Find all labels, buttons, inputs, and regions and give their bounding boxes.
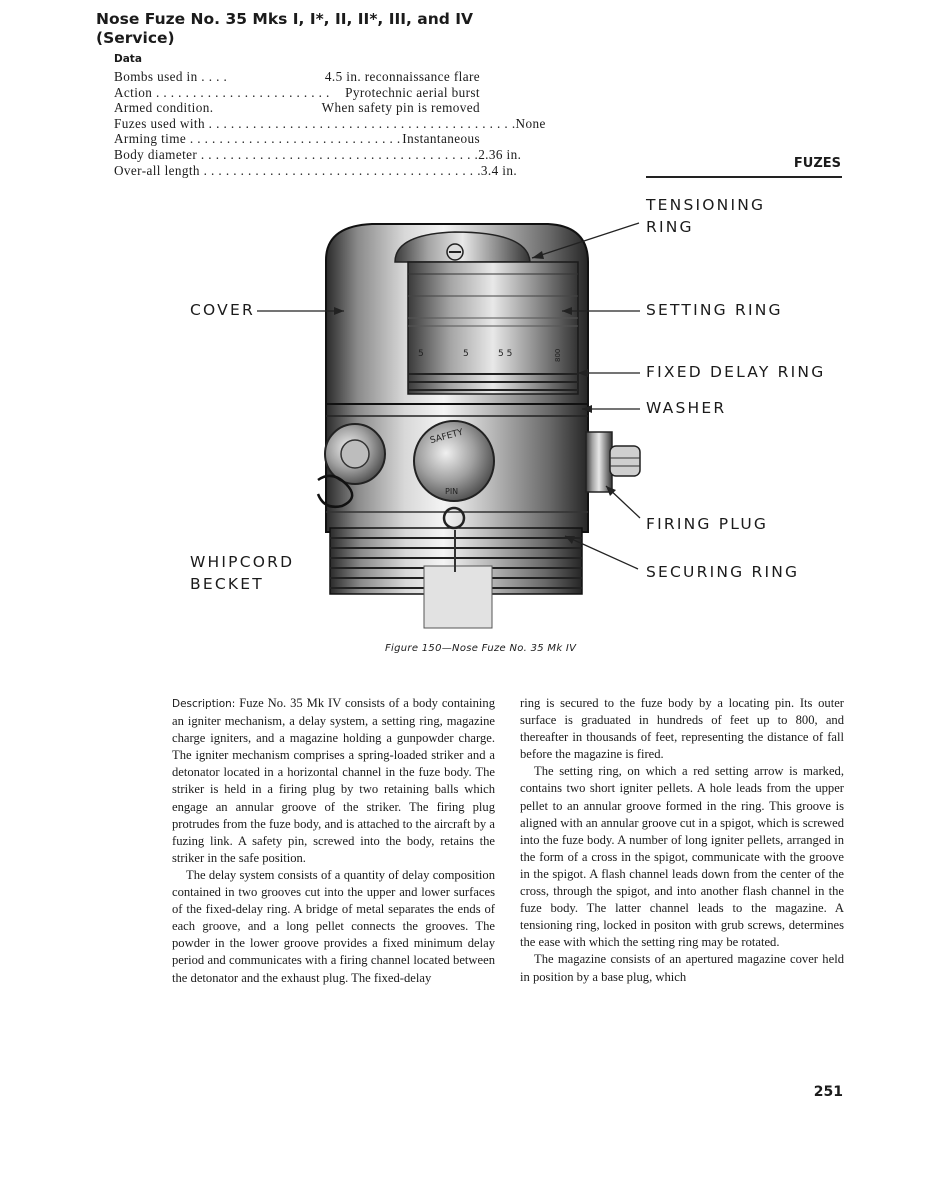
leader-dots: . . . . . . . . . . . . . . . . . . . . . . . . (152, 84, 330, 100)
figure-caption: Figure 150—Nose Fuze No. 35 Mk IV (385, 643, 577, 654)
page-number: 251 (813, 1084, 843, 1100)
scale-mark: 5 5 (498, 349, 513, 359)
callout-tensioning-ring (646, 194, 765, 238)
data-value: When safety pin is removed (321, 100, 480, 116)
paragraph: The delay system consists of a quantity of delay composition contained in two grooves cut into the upper and lower surfaces of the fixed-delay ring. A bridge of metal separates the ends of each groove, and a long pellet connects the grooves. The powder in the lower groove provides a fixed minimum delay period and communicates with a firing channel located between the detonator and the exhaust plug. The fixed-delay (172, 867, 495, 985)
data-value: 4.5 in. reconnaissance flare (324, 69, 480, 84)
setting-ring-body (408, 262, 578, 394)
leader-dots: . . . . (197, 69, 228, 84)
callout-text: BECKET (190, 575, 264, 593)
text-column-left (172, 695, 495, 987)
scale-mark: 5 (418, 349, 424, 359)
callout-fixed-delay-ring: FIXED DELAY RING (646, 363, 826, 381)
data-label: Fuzes used with (114, 115, 205, 131)
callout-text: WHIPCORD (190, 553, 295, 571)
callout-securing-ring: SECURING RING (646, 563, 800, 581)
data-value: Pyrotechnic aerial burst (345, 84, 480, 100)
data-label: Body diameter (114, 146, 198, 162)
pin-text: PIN (445, 487, 459, 496)
callout-text: TENSIONING (646, 196, 766, 214)
paragraph: ring is secured to the fuze body by a locating pin. Its outer surface is graduated in hundreds of feet up to 800, and thereafter in thousands of feet, representing the distance of fall before the magazine is fired. (520, 696, 844, 762)
title-line-1: Nose Fuze No. 35 Mks I, I*, II, II*, III, and IV (96, 10, 474, 28)
scale-mark: 5 (463, 349, 469, 359)
data-label: Over-all length (114, 162, 200, 178)
leader-dots: . . . . . . . . . . . . . . . . . . . . . . . . . . . . . . . . . . . . . . (199, 162, 481, 178)
callout-text: RING (646, 218, 694, 236)
paragraph: The setting ring, on which a red setting arrow is marked, contains two short igniter pellets. A hole leads from the upper pellet to an annular groove formed in the ring. This groove is aligned with an annular groove cut in a spigot, which is screwed into the fuze body. A number of long igniter pellets, arranged in the form of a cross in the spigot, communicate with the groove in the spigot. A flash channel leads down from the center of the cross, through the spigot, and into another flash channel in the fuze body. The latter channel leads to the magazine. A tensioning ring, locked in positon with grub screws, determines the ease with which the setting ring may be rotated. (520, 764, 844, 950)
data-heading: Data (114, 53, 142, 65)
callout-setting-ring: SETTING RING (646, 301, 783, 319)
safety-text: SAFETY (429, 427, 465, 447)
paragraph-text: Fuze No. 35 Mk IV consists of a body containing an igniter mechanism, a delay system, a setting ring, magazine charge igniters, and a magazine holding a gunpowder charge. The igniter mechanism comprises a spring-loaded striker and a detonator located in a horizontal channel in the fuze body. The striker is held in a firing plug by two retaining balls which engage an annular groove of the striker. The firing plug protrudes from the fuze body, and is attached to the aircraft by a fuzing link. A safety pin, screwed into the body, retains the striker in the safe position. (172, 696, 495, 865)
firing-plug (586, 432, 640, 492)
data-value: 3.4 in. (480, 162, 518, 178)
paragraph (172, 695, 495, 867)
scale-mark: 800 (554, 348, 562, 362)
callout-firing-plug: FIRING PLUG (646, 515, 769, 533)
data-label: Bombs used in (114, 69, 198, 84)
data-value: None (515, 115, 546, 131)
callout-cover: COVER (190, 301, 255, 319)
callout-washer: WASHER (646, 399, 727, 417)
leader-dots: . . . . . . . . . . . . . . . . . . . . . . . . . . . . . . . . . . . . . . (197, 146, 479, 162)
data-label: Action (114, 84, 153, 100)
paragraph: The magazine consists of an apertured magazine cover held in position by a base plug, which (520, 952, 844, 984)
callout-whipcord-becket (190, 551, 294, 595)
title-line-2: (Service) (96, 29, 175, 47)
data-value: 2.36 in. (478, 146, 522, 162)
description-label: Description: (172, 698, 236, 710)
data-label: Arming time (114, 131, 187, 147)
leader-dots: . . . . . . . . . . . . . . . . . . . . . . . . . . . . . . . . . . . . . . . . . . (204, 115, 516, 131)
section-tag: FUZES (793, 156, 841, 171)
leader-dots: . . . . . . . . . . . . . . . . . . . . . . . . . . . . . (186, 131, 401, 147)
data-label: Armed condition. (114, 100, 214, 116)
text-column-right (520, 695, 844, 986)
data-value: Instantaneous (402, 131, 480, 147)
